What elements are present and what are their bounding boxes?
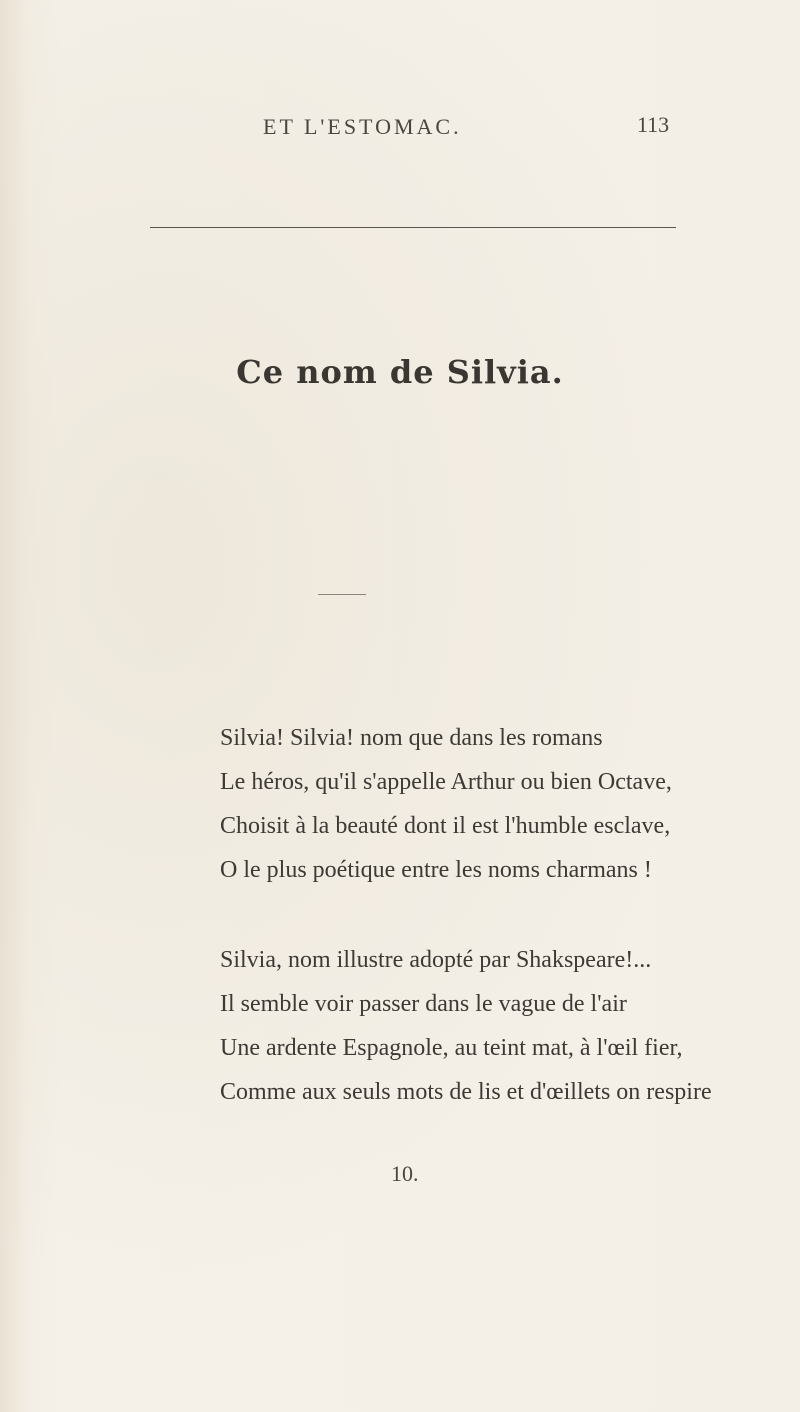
verse-line: Comme aux seuls mots de lis et d'œillets on respire bbox=[220, 1079, 712, 1105]
header-rule bbox=[150, 227, 676, 228]
signature-mark: 10. bbox=[391, 1161, 419, 1186]
stanza-2 bbox=[220, 938, 790, 1114]
stanza-1 bbox=[220, 716, 790, 892]
verse-line: Silvia! Silvia! nom que dans les romans bbox=[220, 725, 603, 751]
verse-line: O le plus poétique entre les noms charmans ! bbox=[220, 857, 652, 883]
page-number: 113 bbox=[637, 112, 670, 137]
verse-line: Silvia, nom illustre adopté par Shakspeare!... bbox=[220, 947, 652, 973]
verse-line: Le héros, qu'il s'appelle Arthur ou bien Octave, bbox=[220, 769, 672, 795]
poem-title: Ce nom de Silvia. bbox=[236, 353, 564, 391]
running-header: ET L'ESTOMAC. bbox=[263, 114, 462, 139]
verse-line: Une ardente Espagnole, au teint mat, à l'œil fier, bbox=[220, 1035, 683, 1061]
verse-line: Choisit à la beauté dont il est l'humble esclave, bbox=[220, 813, 671, 839]
verse-line: Il semble voir passer dans le vague de l'air bbox=[220, 991, 627, 1017]
title-ornament-rule bbox=[318, 594, 366, 595]
poem-body bbox=[220, 716, 790, 1114]
